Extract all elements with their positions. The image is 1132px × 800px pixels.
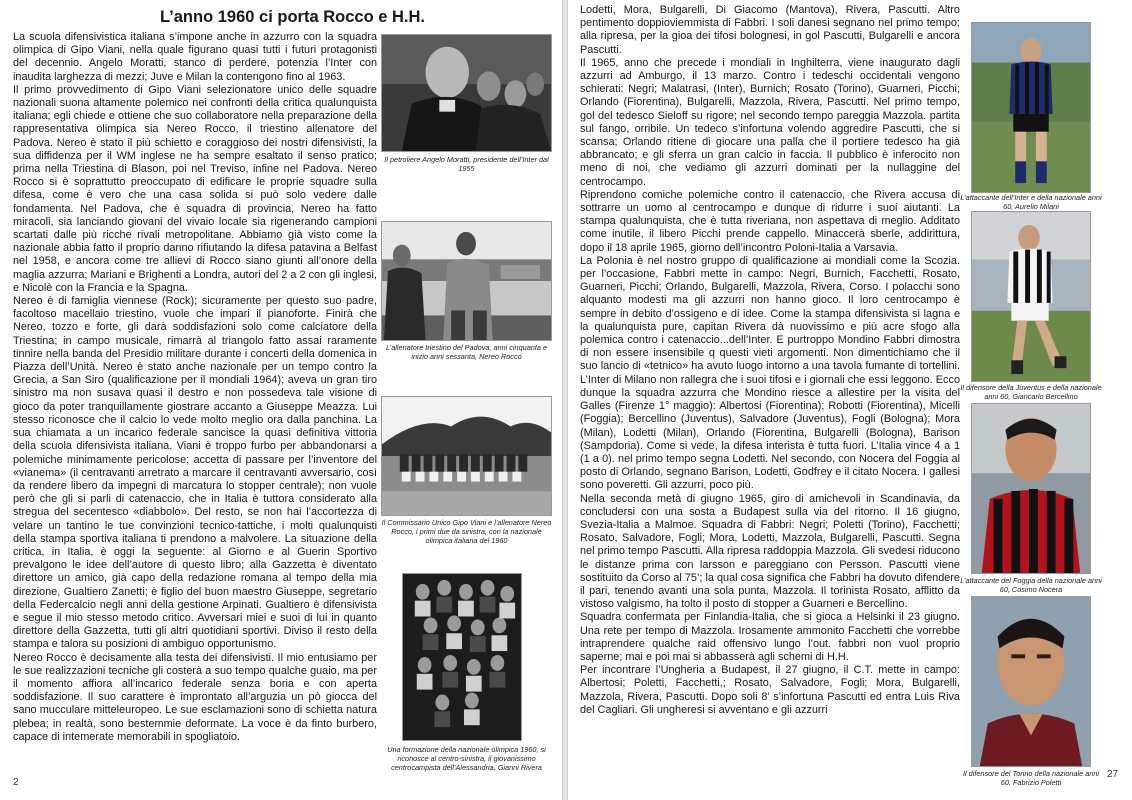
paragraph: Nella seconda metà di giugno 1965, giro di amichevoli in Scandinavia, da concludersi con una sosta a Budapest sulla via del ritorno. Il 16 giugno, Svezia-Italia a Malmoe. Squadra di Fabbri: Negri; Poletti (Torino), Facchetti; Rosato, Salvadore, Fogli; Mora, Lodetti, Mazzola, Bulgarelli, Pascutti. Segna nel primo tempo Pascutti. Alla ripresa raddoppia Mazzola. Gli svedesi riducono le distanze prima con larsson e pareggiano con Persson. Pascutti viene sostituito da Corso al 75’; la qual cosa significa che Fabbri ha dovuto difendere il pari, tenendo avanti una sola punta, Mazzola. Il torinista Rosato, afflitto da vistoso valgismo, ha tolto il posto di stopper a Guarneri e Bercellino. bbox=[580, 492, 960, 611]
photo-caption: L’attaccante dell’Inter e della nazionale anni 60, Aurelio Milani bbox=[960, 193, 1102, 211]
photo-caption: Il petroliere Angelo Moratti, presidente dell’Inter dal 1955 bbox=[384, 155, 549, 173]
photo-giancarlo-bercellino bbox=[971, 211, 1091, 382]
paragraph: Il primo provvedimento di Gipo Viani selezionatore unico delle squadre nazionali suona altamente polemico nei confronti della critica qualunquista italiana; egli chiede e ottiene che suo collaboratore nella preparazione della rappresentativa olimpica sia Nereo Rocco, il triestino allenatore del Padova. Nereo è stato il più schietto e coraggioso dei nostri difensivisti, la sua diffidenza per il WM inglese ne ha sempre esaltato il senso pratico; prima nella Triestina di Blason, poi nel Treviso, infine nel Padova. Nereo Rocco si è soprattutto preoccupato di edificare le proprie squadre sulla difesa, come è vero che una casa solida si può solo vedere dalle fondamenta. Nel Padova, che è squadra di provincia, Nereo ha fatto miracoli, sia lanciando giovani del vivaio locale sia rigenerando campioni scartati dalle più ricche rivali metropolitane. Abbiamo già visto come la nazionale abbia fatto il proprio danno rifiutando la difesa patavina a Belfast nel 1958, e ancora come tre allievi di Rocco siano giunti all’onore della maglia azzurra; Mariani e Brighenti a Londra, autori del 2 a 2 con gli inglesi, e Nicolè con la Francia e la Spagna. bbox=[13, 83, 377, 294]
left-body-text bbox=[13, 31, 377, 773]
photo-caption: L’attaccante del Foggia della nazionale anni 60, Cosimo Nocera bbox=[960, 576, 1102, 594]
paragraph: Squadra confermata per Finlandia-Italia, che si gioca a Helsinki il 23 giugno. Una rete per tempo di Mazzola. Irosamente ammonito Facchetti che vorrebbe intraprendere qualche raid offensivo lungo l’out. fabbri non vuol proprio saperne; mai e poi mai si abbasserà agli schemi di H.H. bbox=[580, 611, 960, 663]
photo-nereo-rocco bbox=[381, 221, 552, 341]
paragraph: Il 1965, anno che precede i mondiali in Inghilterra, viene inaugurato dagli azzurri ad Amburgo, il 13 marzo. Contro i tedeschi occidentali vengono schierati: Negri; Malatrasi, (Inter), Burnich; Rosato (Torino), Guarneri, Picchi; Orlando (Fiorentina), Bulgarelli, Mazzola, Rivera, Pascutti. Nel primo tempo, gol del tedesco Sieloff su rigore; nel secondo tempo pareggia Mazzola. partita sul fango, orribile. Un tedeco s’infortuna volendo aggredire Pascutti, che si scansa; Orlando ritiene di giocare una palla che il portiere tedesco ha già abbrancato; e gli sferra un gran calcio in faccia. Il pubblico è inferocito non meno di noi, che vediamo gli azzurri dominati per la nullaggine del centrocampo. bbox=[580, 56, 960, 188]
photo-olympic-team-1960 bbox=[381, 396, 552, 516]
photo-caption: Una formazione della nazionale olimpica 1960, si riconosce al centro-sinistra, il giovanissimo centrocampista dell’Alessandria, Gianni Rivera bbox=[387, 745, 546, 772]
paragraph: Nereo è di famiglia viennese (Rock); sicuramente per questo suo padre, facoltoso macellaio triestino, vuole che impari il pianoforte. Finirà che Nereo, tozzo e forte, gli darà soddisfazioni solo come calciatore della Triestina; in campo musicale, rimarrà al triangolo fatto assai raramente tinnire nella banda del Presidio militare durante i concerti della domenica in Piazza dell’Unità. Nereo è stato anche nazionale per un tempo contro la Grecia, a San Siro (qualificazione per il mondiali 1964); aveva un gran tiro sinistro ma non susava quasi il destro e non possedeva tale visione di gioco da poter tranquillamente giostrare accanto a Giuseppe Meazza. Lui stesso riconosce che il calcio lo vede molto meglio ora dalla panchina. La sua chiamata a un incarico federale sancisce la quasi definitiva vittoria della scuola difensivista italiana. Viani è troppo furbo per abbandonarsi a polemiche minimamente pericolose; accetta di passare per l’inventore del «vianema» (il centravanti arretrato a marcare il centravanti avversario, così da rendere libero da impegni di marcatura lo stopper centrale); non vuole però che gli si parli di catenaccio, che in Italia è tuttora considerato alla stregua del secentesco «diabbolo». Del resto, se non hai l’accortezza di velare un tantino le tue convinzioni tecnico-tattiche, i molti qualunquisti della stampa sportiva italiana ti prendono a malvolere. La situazione della critica, in Italia, è oggi la seguente: al Giorno e al Guerin Sportivo prevalgono le idee dell’autore di questo libro; alla Gazzetta è diventato direttore un amico, già capo della redazione romana al tempo della mia direzione, Gualtiero Zanetti; è figlio del buon maestro Giuseppe, segretario della Federcalcio negli anni della gestione Arpinati. Gualtiero è difensivista e segue il mio stesso metodo critico. Avversari miei e suoi di lui in quanto direttore della Gazzetta, tutti gli altri quotidiani sportivi. Diviso il resto della stampa e talora su posizioni di ambiguo opportunismo. bbox=[13, 295, 377, 651]
photo-cosimo-nocera bbox=[971, 403, 1091, 574]
paragraph: Nereo Rocco è decisamente alla testa dei difensivisti. Il mio entusiamo per le sue realizzazioni tecniche gli costerà a suo tempo qualche guaio, ma per il momento affiora all’incarico federale senza boria e con aperta soddisfazione. Il suo carattere è improntato all’arguzia un pò giocca del sano mucculare mitteleuropeo. Le sue esclamazioni sono di schietta natura plebea; in realtà, sono bestemmie deformate. La voce è da finto burbero, capace di intemerate memorabili in spogliatoio. bbox=[13, 651, 377, 743]
photo-fabrizio-poletti bbox=[971, 596, 1091, 767]
paragraph: La scuola difensivistica italiana s’impone anche in azzurro con la squadra olimpica di Gipo Viani, nella quale figurano quasi tutti i futuri protagonisti del decennio. Angelo Moratti, stanco di perdere, potenzia l’Inter con inaudita larghezza di mezzi; Juve e Milan la contengono fino al 1963. bbox=[13, 31, 377, 83]
paragraph: Per incontrare l’Ungheria a Budapest, il 27 giugno, il C.T. mette in campo: Albertosi; Poletti, Facchetti,; Rosato, Salvadore, Fogli; Mora, Bulgarelli, Mazzola, Rivera, Pascutti. Dopo soli 8’ s’infortuna Pascutti ed entra Luis Riva del Cagliari. Gli ungheresi si avventano e gli azzurri bbox=[580, 664, 960, 716]
photo-caption: Il difensore della Juventus e della nazionale anni 60, Giancarlo Bercellino bbox=[960, 383, 1102, 401]
paragraph: Riprendono comiche polemiche contro il catenaccio, che Rivera accusa di sottrarre un uomo al centrocampo e dunque di ridurre i suoi aiutanti. La stampa qualunquista, che è tutta riveriana, non aspettava di meglio. Additato come inutile, il libero Picchi prende cappello. Minaccerà sberle, addirittura, dopo il 18 aprile 1965, giorno dell’incontro Poloni-Italia a Varsavia. bbox=[580, 188, 960, 254]
right-body-text bbox=[580, 4, 960, 774]
photo-angelo-moratti bbox=[381, 34, 552, 152]
chapter-title: L’anno 1960 ci porta Rocco e H.H. bbox=[160, 8, 425, 26]
paragraph: Lodetti, Mora, Bulgarelli, Di Giacomo (Mantova), Rivera, Pascutti. Altro pentimento doppioviemmista di Fabbri. I soli danesi segnano nel primo tempo; alla ripresa, per la gioa dei tifosi bolognesi, in gol Pascutti, Bulgarelli e ancora Pascutti. bbox=[580, 4, 960, 56]
photo-olympic-formation bbox=[402, 573, 522, 741]
paragraph: La Polonia è nel nostro gruppo di qualificazione ai mondiali come la Scozia. per l’occasione, Fabbri mette in campo: Negri, Burnich, Facchetti, Rosato, Guarneri, Picchi; Orlando, Bulgarelli, Mazzola, Rivera, Corso. I polacchi sono alquanto modesti ma gli azzurri non hanno gioco. Il loro centrocampo è sempre in debito d’ossigeno e di idee. Come la stampa difensivista si lagna e la qualunquista pure, capitan Rivera dà nuovissimo e più acre sfogo alla polemica contro i catenaccio...dell’Inter. E purtroppo Mondino Fabbri dimostra di non essere insensibile q questi vieti argomenti. Non dimentichiamo che il suo lancio di «tetnico» ha avuto luogo intorno a una tavola fumante di tortellini. L’Inter di Milano non rallegra che i suoi tifosi e i giornali che essi leggono. Ecco dunque la squadra azzurra che Mondino riesce a allestire per la visita del Galles (Firenze 1° maggio): Albertosi (Fiorentina); Robotti (Fiorentina), Micelli (Foggia); Bercellino (Juventus), Salvadore (Juventus), Fogli (Bologna); Mora (Milan), Lodetti (Milan), Orlando (Fiorentina, Bulgarelli (Bologna), Barison (Sampdoria). Come si vede, la difesa interista è tutta fuori. L’Italia vince 4 a 1 (1 a 0). nel primo tempo segna Lodetti. Nel secondo, con Nocera del Foggia al posto di Orlando, segnano Barison, Lodetti, Godfrey e il citato Nocera. I gallesi sono poveretti. Gli azzurri, poco più. bbox=[580, 254, 960, 492]
page-number: 27 bbox=[1107, 769, 1119, 780]
photo-aurelio-milani bbox=[971, 22, 1091, 193]
left-page bbox=[0, 0, 563, 800]
photo-caption: Il Commissario Unico Gipo Viani e l’allenatore Nereo Rocco, i primi due da sinistra, con la nazionale olimpica italiana del 1960 bbox=[381, 518, 552, 545]
page-number: 2 bbox=[13, 777, 19, 788]
photo-caption: Il difensore del Torino della nazionale anni 60, Fabrizio Poletti bbox=[962, 769, 1100, 787]
photo-caption: L’allenatore triestino del Padova, anni cinquanta e inizio anni sessanta, Nereo Rocco bbox=[385, 343, 548, 361]
